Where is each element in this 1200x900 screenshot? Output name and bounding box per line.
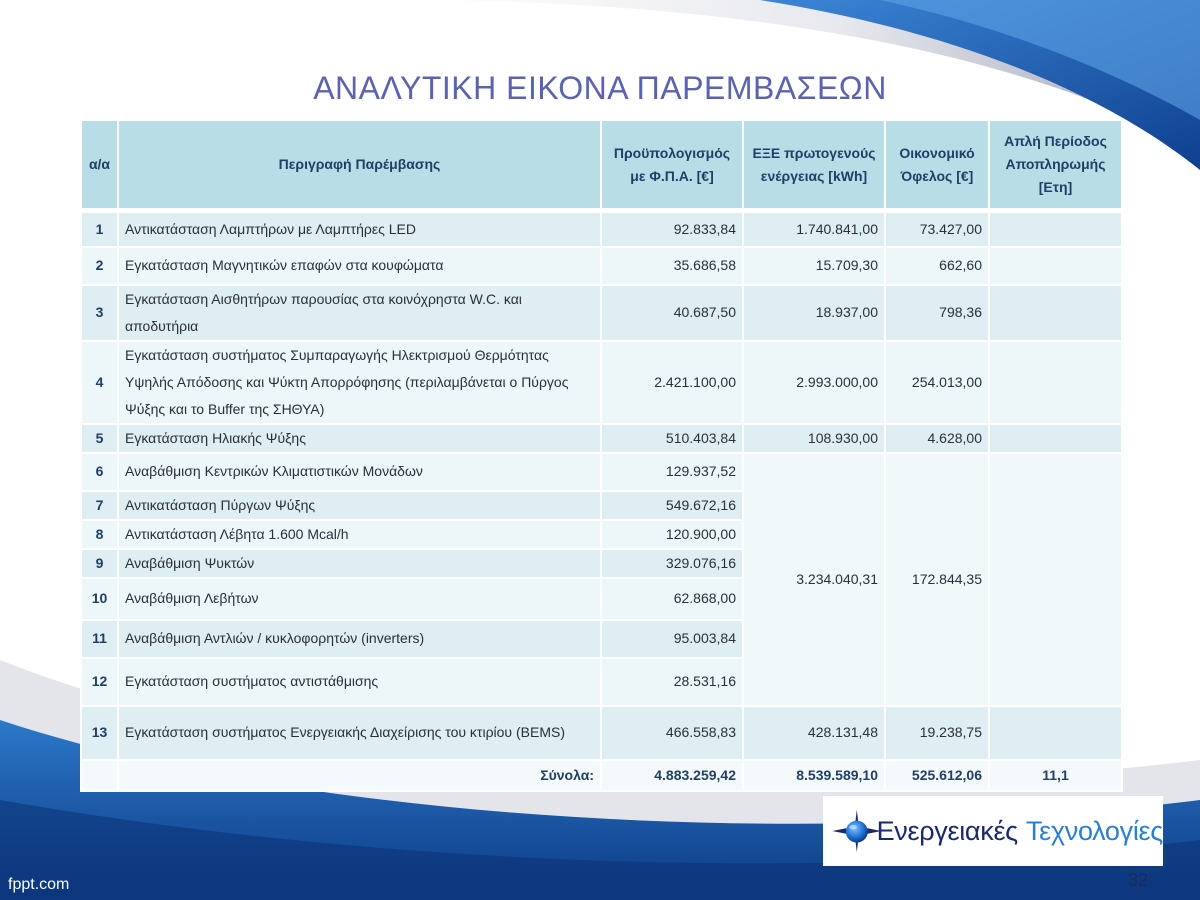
row-benefit: 254.013,00 bbox=[885, 341, 989, 424]
row-number: 10 bbox=[81, 578, 118, 620]
row-benefit: 19.238,75 bbox=[885, 706, 989, 760]
logo-text bbox=[877, 816, 1163, 847]
header-budget: Προϋπολογισμός με Φ.Π.Α. [€] bbox=[601, 120, 743, 211]
row-budget: 510.403,84 bbox=[601, 424, 743, 453]
table-row bbox=[81, 424, 1122, 453]
company-logo bbox=[823, 796, 1163, 866]
row-budget: 35.686,58 bbox=[601, 247, 743, 285]
row-number: 4 bbox=[81, 341, 118, 424]
group-payback-6-12 bbox=[989, 453, 1122, 706]
row-description: Αναβάθμιση Ψυκτών bbox=[118, 549, 601, 578]
row-energy: 108.930,00 bbox=[743, 424, 885, 453]
row-budget: 28.531,16 bbox=[601, 658, 743, 706]
header-economic-benefit: Οικονομικό Όφελος [€] bbox=[885, 120, 989, 211]
logo-word-2: Τεχνολογίες bbox=[1025, 815, 1163, 846]
header-energy-savings: ΕΞΕ πρωτογενούς ενέργειας [kWh] bbox=[743, 120, 885, 211]
row-description: Αναβάθμιση Λεβήτων bbox=[118, 578, 601, 620]
row-description: Εγκατάσταση συστήματος Συμπαραγωγής Ηλεκτρισμού Θερμότητας Υψηλής Απόδοσης και Ψύκτη Απορρόφησης (περιλαμβάνεται ο Πύργος Ψύξης και το Buffer της ΣΗΘΥΑ) bbox=[118, 341, 601, 424]
row-number: 11 bbox=[81, 620, 118, 658]
row-number: 8 bbox=[81, 520, 118, 549]
row-energy: 18.937,00 bbox=[743, 285, 885, 341]
row-description: Εγκατάσταση Μαγνητικών επαφών στα κουφώματα bbox=[118, 247, 601, 285]
row-description: Εγκατάσταση συστήματος αντιστάθμισης bbox=[118, 658, 601, 706]
header-num: α/α bbox=[81, 120, 118, 211]
row-energy: 428.131,48 bbox=[743, 706, 885, 760]
row-number: 5 bbox=[81, 424, 118, 453]
table-row bbox=[81, 341, 1122, 424]
row-description: Αντικατάσταση Πύργων Ψύξης bbox=[118, 491, 601, 520]
row-payback bbox=[989, 211, 1122, 247]
group-benefit-6-12: 172.844,35 bbox=[885, 453, 989, 706]
row-description: Αντικατάσταση Λαμπτήρων με Λαμπτήρες LED bbox=[118, 211, 601, 247]
totals-benefit: 525.612,06 bbox=[885, 760, 989, 791]
row-payback bbox=[989, 247, 1122, 285]
row-description: Αναβάθμιση Αντλιών / κυκλοφορητών (inverters) bbox=[118, 620, 601, 658]
logo-word-1: Ενεργειακές bbox=[876, 815, 1018, 846]
row-payback bbox=[989, 285, 1122, 341]
row-number: 1 bbox=[81, 211, 118, 247]
row-number: 2 bbox=[81, 247, 118, 285]
row-budget: 40.687,50 bbox=[601, 285, 743, 341]
row-budget: 120.900,00 bbox=[601, 520, 743, 549]
row-payback bbox=[989, 341, 1122, 424]
row-number: 6 bbox=[81, 453, 118, 491]
slide-title: ΑΝΑΛΥΤΙΚΗ ΕΙΚΟΝΑ ΠΑΡΕΜΒΑΣΕΩΝ bbox=[313, 70, 887, 106]
row-number: 7 bbox=[81, 491, 118, 520]
row-payback bbox=[989, 424, 1122, 453]
totals-label: Σύνολα: bbox=[118, 760, 601, 791]
totals-row bbox=[81, 760, 1122, 791]
row-budget: 129.937,52 bbox=[601, 453, 743, 491]
row-number: 13 bbox=[81, 706, 118, 760]
row-energy: 15.709,30 bbox=[743, 247, 885, 285]
table-header-row bbox=[81, 120, 1122, 211]
row-energy: 2.993.000,00 bbox=[743, 341, 885, 424]
row-description: Αντικατάσταση Λέβητα 1.600 Mcal/h bbox=[118, 520, 601, 549]
row-budget: 2.421.100,00 bbox=[601, 341, 743, 424]
table-row bbox=[81, 247, 1122, 285]
totals-budget: 4.883.259,42 bbox=[601, 760, 743, 791]
row-budget: 466.558,83 bbox=[601, 706, 743, 760]
row-description: Εγκατάσταση Ηλιακής Ψύξης bbox=[118, 424, 601, 453]
row-description: Αναβάθμιση Κεντρικών Κλιματιστικών Μονάδων bbox=[118, 453, 601, 491]
header-description: Περιγραφή Παρέμβασης bbox=[118, 120, 601, 211]
row-benefit: 662,60 bbox=[885, 247, 989, 285]
row-budget: 329.076,16 bbox=[601, 549, 743, 578]
table-row bbox=[81, 706, 1122, 760]
totals-energy: 8.539.589,10 bbox=[743, 760, 885, 791]
group-energy-6-12: 3.234.040,31 bbox=[743, 453, 885, 706]
row-budget: 92.833,84 bbox=[601, 211, 743, 247]
totals-num-cell bbox=[81, 760, 118, 791]
row-description: Εγκατάσταση Αισθητήρων παρουσίας στα κοινόχρηστα W.C. και αποδυτήρια bbox=[118, 285, 601, 341]
row-energy: 1.740.841,00 bbox=[743, 211, 885, 247]
row-budget: 95.003,84 bbox=[601, 620, 743, 658]
row-budget: 549.672,16 bbox=[601, 491, 743, 520]
page-number: 32 bbox=[1128, 870, 1149, 890]
table-row bbox=[81, 285, 1122, 341]
totals-payback: 11,1 bbox=[989, 760, 1122, 791]
header-payback-period: Απλή Περίοδος Αποπληρωμής [Ετη] bbox=[989, 120, 1122, 211]
row-benefit: 798,36 bbox=[885, 285, 989, 341]
row-description: Εγκατάσταση συστήματος Ενεργειακής Διαχείρισης του κτιρίου (BEMS) bbox=[118, 706, 601, 760]
row-number: 12 bbox=[81, 658, 118, 706]
row-budget: 62.868,00 bbox=[601, 578, 743, 620]
table-row bbox=[81, 211, 1122, 247]
row-payback bbox=[989, 706, 1122, 760]
interventions-table bbox=[80, 119, 1123, 792]
table-row bbox=[81, 453, 1122, 491]
row-number: 9 bbox=[81, 549, 118, 578]
footer-brand: fppt.com bbox=[8, 876, 70, 893]
row-benefit: 4.628,00 bbox=[885, 424, 989, 453]
row-number: 3 bbox=[81, 285, 118, 341]
star-globe-icon bbox=[831, 796, 883, 866]
row-benefit: 73.427,00 bbox=[885, 211, 989, 247]
